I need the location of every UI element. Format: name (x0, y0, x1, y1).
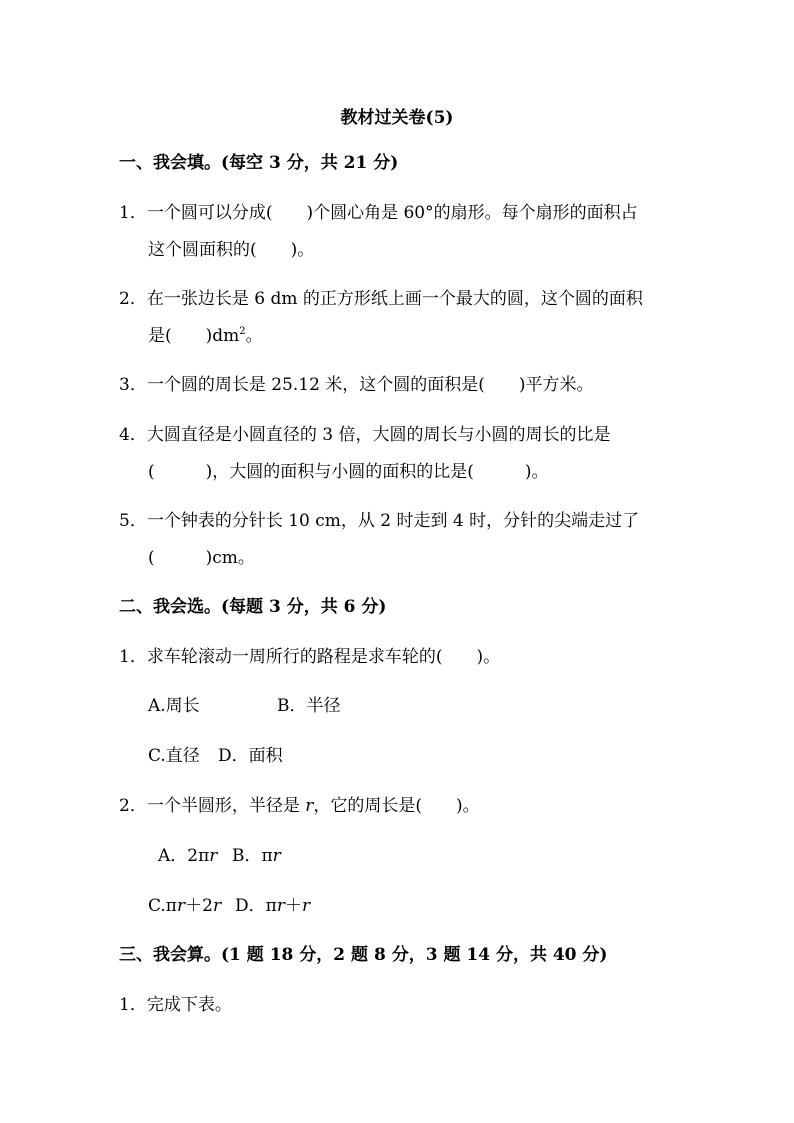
s2-q2-option-d-text: D．π (235, 896, 277, 916)
s2-q1-option-d: D．面积 (218, 746, 283, 766)
s1-q2-text: 是( )dm (148, 326, 240, 346)
s2-q2-option-b (232, 845, 281, 867)
s3-q1-stem: 1．完成下表。 (119, 995, 232, 1015)
page-title: 教材过关卷(5) (340, 108, 454, 128)
s2-q1-option-c: C.直径 (148, 746, 200, 766)
s1-q4-line1: 4．大圆直径是小圆直径的 3 倍，大圆的周长与小圆的周长的比是 (119, 425, 611, 445)
s2-q2-option-c-r2: r (212, 896, 222, 916)
section-3-heading: 三、我会算。(1 题 18 分，2 题 8 分，3 题 14 分，共 40 分) (119, 945, 608, 965)
s2-q2-option-c-r1: r (176, 896, 186, 916)
s2-q2-stem-text-a: 2．一个半圆形，半径是 (119, 796, 306, 816)
s2-q1-option-b: B．半径 (277, 696, 341, 716)
s1-q5-line1: 5．一个钟表的分针长 10 cm，从 2 时走到 4 时，分针的尖端走过了 (119, 511, 640, 531)
s2-q2-option-d-r1: r (276, 896, 285, 916)
s1-q2-end: 。 (245, 326, 263, 346)
s1-q4-line2: ( )，大圆的面积与小圆的面积的比是( )。 (148, 462, 549, 482)
s2-q2-option-a (158, 845, 217, 867)
s1-q1-line2: 这个圆面积的( )。 (148, 240, 315, 260)
s2-q2-option-b-r: r (272, 846, 281, 866)
s2-q2-option-b-text: B．π (232, 846, 273, 866)
s2-q2-option-a-text: A．2π (158, 846, 210, 866)
s2-q2-option-c-text: C.π (148, 896, 177, 916)
s1-q3-line1: 3．一个圆的周长是 25.12 米，这个圆的面积是( )平方米。 (119, 375, 594, 395)
section-2-heading: 二、我会选。(每题 3 分，共 6 分) (119, 597, 387, 617)
s1-q1-line1: 1．一个圆可以分成( )个圆心角是 60°的扇形。每个扇形的面积占 (119, 203, 638, 223)
s2-q1-option-a: A.周长 (148, 696, 200, 716)
s2-q2-option-c-mid: ＋2 (185, 896, 213, 916)
s2-q2-radius-var: r (305, 796, 314, 816)
s2-q1-stem: 1．求车轮滚动一周所行的路程是求车轮的( )。 (119, 647, 501, 667)
s1-q2-exponent: 2 (239, 326, 246, 337)
s2-q2-option-a-r: r (209, 846, 218, 866)
s2-q2-option-d (235, 895, 310, 917)
s2-q2-stem (119, 795, 480, 817)
s2-q2-option-d-r2: r (301, 896, 311, 916)
s1-q5-line2: ( )cm。 (148, 548, 255, 568)
section-1-heading: 一、我会填。(每空 3 分，共 21 分) (119, 153, 399, 173)
s2-q2-option-d-mid: ＋ (284, 896, 302, 916)
s2-q2-option-c (148, 895, 221, 917)
s1-q2-line2 (148, 325, 263, 347)
s1-q2-line1: 2．在一张边长是 6 dm 的正方形纸上画一个最大的圆，这个圆的面积 (119, 289, 643, 309)
s2-q2-stem-text-b: ，它的周长是( )。 (313, 796, 480, 816)
